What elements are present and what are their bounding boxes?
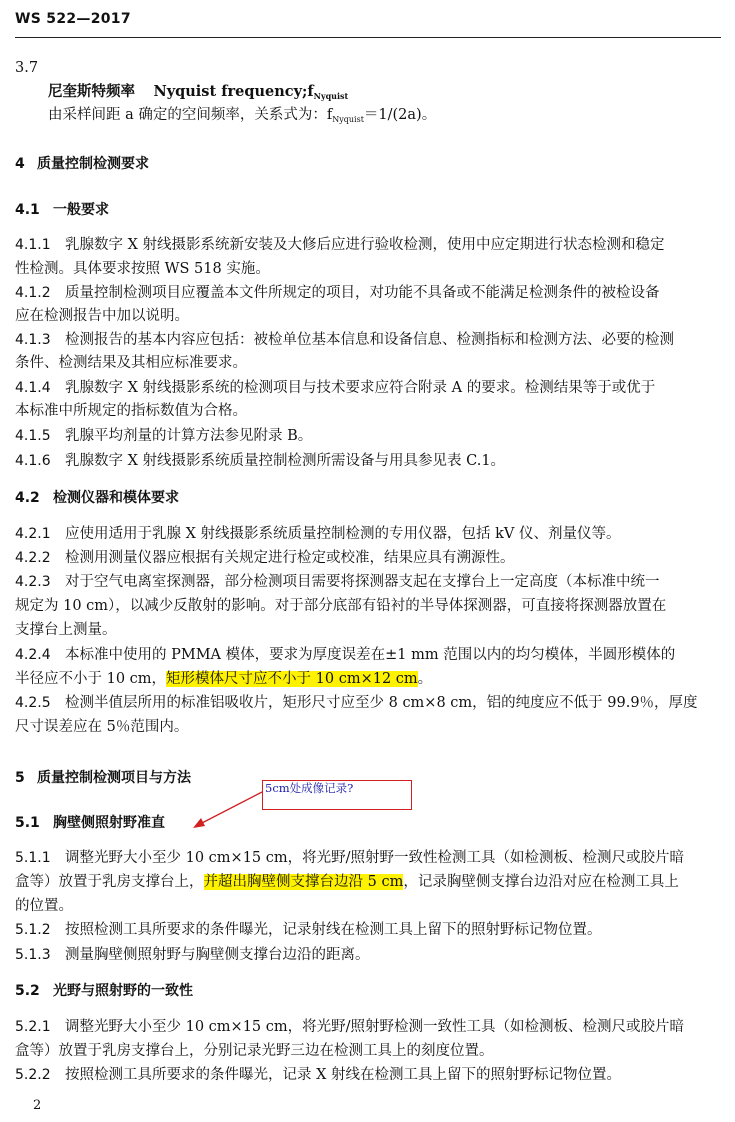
paragraph-text: 应使用适用于乳腺 X 射线摄影系统质量控制检测的专用仪器，包括 kV 仪、剂量仪等。 [65,526,621,542]
definition-text: 由采样间距 a 确定的空间频率，关系式为：f [48,107,333,123]
highlighted-text[interactable]: 矩形模体尺寸应不小于 10 cm×12 cm [166,671,418,687]
clause-number: 4.2.5 [15,695,51,711]
paragraph-text: 调整光野大小至少 10 cm×15 cm，将光野/照射野一致性检测工具（如检测板、检测尺或胶片暗 [65,850,685,866]
clause-number: 4.2.4 [15,647,51,663]
section-title: 一般要求 [53,202,109,218]
section-title: 检测仪器和模体要求 [53,490,179,506]
paragraph-line [15,1065,621,1085]
paragraph-line [15,848,684,868]
paragraph-line: 本标准中所规定的指标数值为合格。 [15,403,247,419]
paragraph-line: 应在检测报告中加以说明。 [15,308,189,324]
clause-number: 4.1.4 [15,380,51,396]
paragraph-line: 盒等）放置于乳房支撑台上，分别记录光野三边在检测工具上的刻度位置。 [15,1043,494,1059]
paragraph-text: 乳腺数字 X 射线摄影系统质量控制检测所需设备与用具参见表 C.1。 [65,453,506,469]
paragraph-text: 本标准中使用的 PMMA 模体，要求为厚度误差在±1 mm 范围以内的均匀模体，半圆形模体的 [65,647,676,663]
paragraph-line [15,1017,684,1037]
subsection-heading [15,813,165,833]
paragraph-text: 测量胸壁侧照射野与胸壁侧支撑台边沿的距离。 [65,947,370,963]
clause-number: 4.2.1 [15,526,51,542]
term-f: f [307,83,314,100]
paragraph-text: 检测用测量仪器应根据有关规定进行检定或校准，结果应具有溯源性。 [65,550,515,566]
paragraph-text: 质量控制检测项目应覆盖本文件所规定的项目，对功能不具备或不能满足检测条件的被检设备 [65,285,660,301]
section-number: 5.2 [15,983,40,999]
clause-number: 5.1.3 [15,947,51,963]
paragraph-text: 乳腺平均剂量的计算方法参见附录 B。 [65,428,313,444]
definition-text-end: ＝1/(2a)。 [363,107,437,123]
section-number: 4 [15,156,25,172]
section-title: 质量控制检测项目与方法 [37,770,191,786]
highlighted-text[interactable]: 并超出胸壁侧支撑台边沿 5 cm [203,874,404,890]
paragraph-text: 盒等）放置于乳房支撑台上， [15,874,204,890]
section-number: 4.2 [15,490,40,506]
clause-number: 5.1.1 [15,850,51,866]
section-title: 胸壁侧照射野准直 [53,815,165,831]
paragraph-line: 的位置。 [15,898,73,914]
paragraph-line [15,945,370,965]
term-en: Nyquist frequency; [153,83,308,100]
paragraph-text: 按照检测工具所要求的条件曝光，记录射线在检测工具上留下的照射野标记物位置。 [65,922,602,938]
clause-number: 5.2.1 [15,1019,51,1035]
clause-number: 4.1.6 [15,453,51,469]
paragraph-line: 支撑台上测量。 [15,622,117,638]
paragraph-text: 检测半值层所用的标准铝吸收片，矩形尺寸应至少 8 cm×8 cm，铝的纯度应不低于 99.9％，厚度 [65,695,698,711]
paragraph-text: 调整光野大小至少 10 cm×15 cm，将光野/照射野检测一致性工具（如检测板、检测尺或胶片暗 [65,1019,685,1035]
clause-number: 4.1.5 [15,428,51,444]
section-number: 5 [15,770,25,786]
comment-annotation[interactable]: 5cm处成像记录? [262,780,412,810]
clause-number: 4.2.3 [15,574,51,590]
clause-number: 4.1.1 [15,237,51,253]
definition-sub: Nyquist [332,115,364,124]
paragraph-line: 条件、检测结果及其相应标准要求。 [15,355,247,371]
paragraph-line [15,920,602,940]
page-number: 2 [33,1098,42,1113]
paragraph-text: 乳腺数字 X 射线摄影系统新安装及大修后应进行验收检测，使用中应定期进行状态检测和稳定 [65,237,665,253]
clause-number: 5.2.2 [15,1067,51,1083]
paragraph-text: ，记录胸壁侧支撑台边沿对应在检测工具上 [403,874,679,890]
term-sub: Nyquist [313,91,349,101]
paragraph-text: 检测报告的基本内容应包括：被检单位基本信息和设备信息、检测指标和检测方法、必要的检测 [65,332,674,348]
document-id: WS 522—2017 [15,11,131,27]
clause-number: 4.2.2 [15,550,51,566]
term-cn: 尼奎斯特频率 [48,83,135,100]
paragraph-text: 对于空气电离室探测器，部分检测项目需要将探测器支起在支撑台上一定高度（本标准中统一 [65,574,660,590]
section-title: 光野与照射野的一致性 [53,983,193,999]
subsection-heading [15,981,193,1001]
clause-number: 4.1.3 [15,332,51,348]
paragraph-line: 性检测。具体要求按照 WS 518 实施。 [15,261,270,277]
paragraph-line [15,872,679,892]
paragraph-text: 按照检测工具所要求的条件曝光，记录 X 射线在检测工具上留下的照射野标记物位置。 [65,1067,622,1083]
section-number: 5.1 [15,815,40,831]
paragraph-line: 规定为 10 cm），以减少反散射的影响。对于部分底部有铅衬的半导体探测器，可直接将探测器放置在 [15,598,667,614]
paragraph-line: 尺寸误差应在 5％范围内。 [15,719,189,735]
paragraph-text: 乳腺数字 X 射线摄影系统的检测项目与技术要求应符合附录 A 的要求。检测结果等于或优于 [65,380,656,396]
paragraph-text: 。 [417,671,433,687]
clause-number: 4.1.2 [15,285,51,301]
paragraph-text: 半径应不小于 10 cm， [15,671,167,687]
section-number: 4.1 [15,202,40,218]
clause-number: 3.7 [15,60,39,76]
clause-number: 5.1.2 [15,922,51,938]
section-title: 质量控制检测要求 [37,156,149,172]
